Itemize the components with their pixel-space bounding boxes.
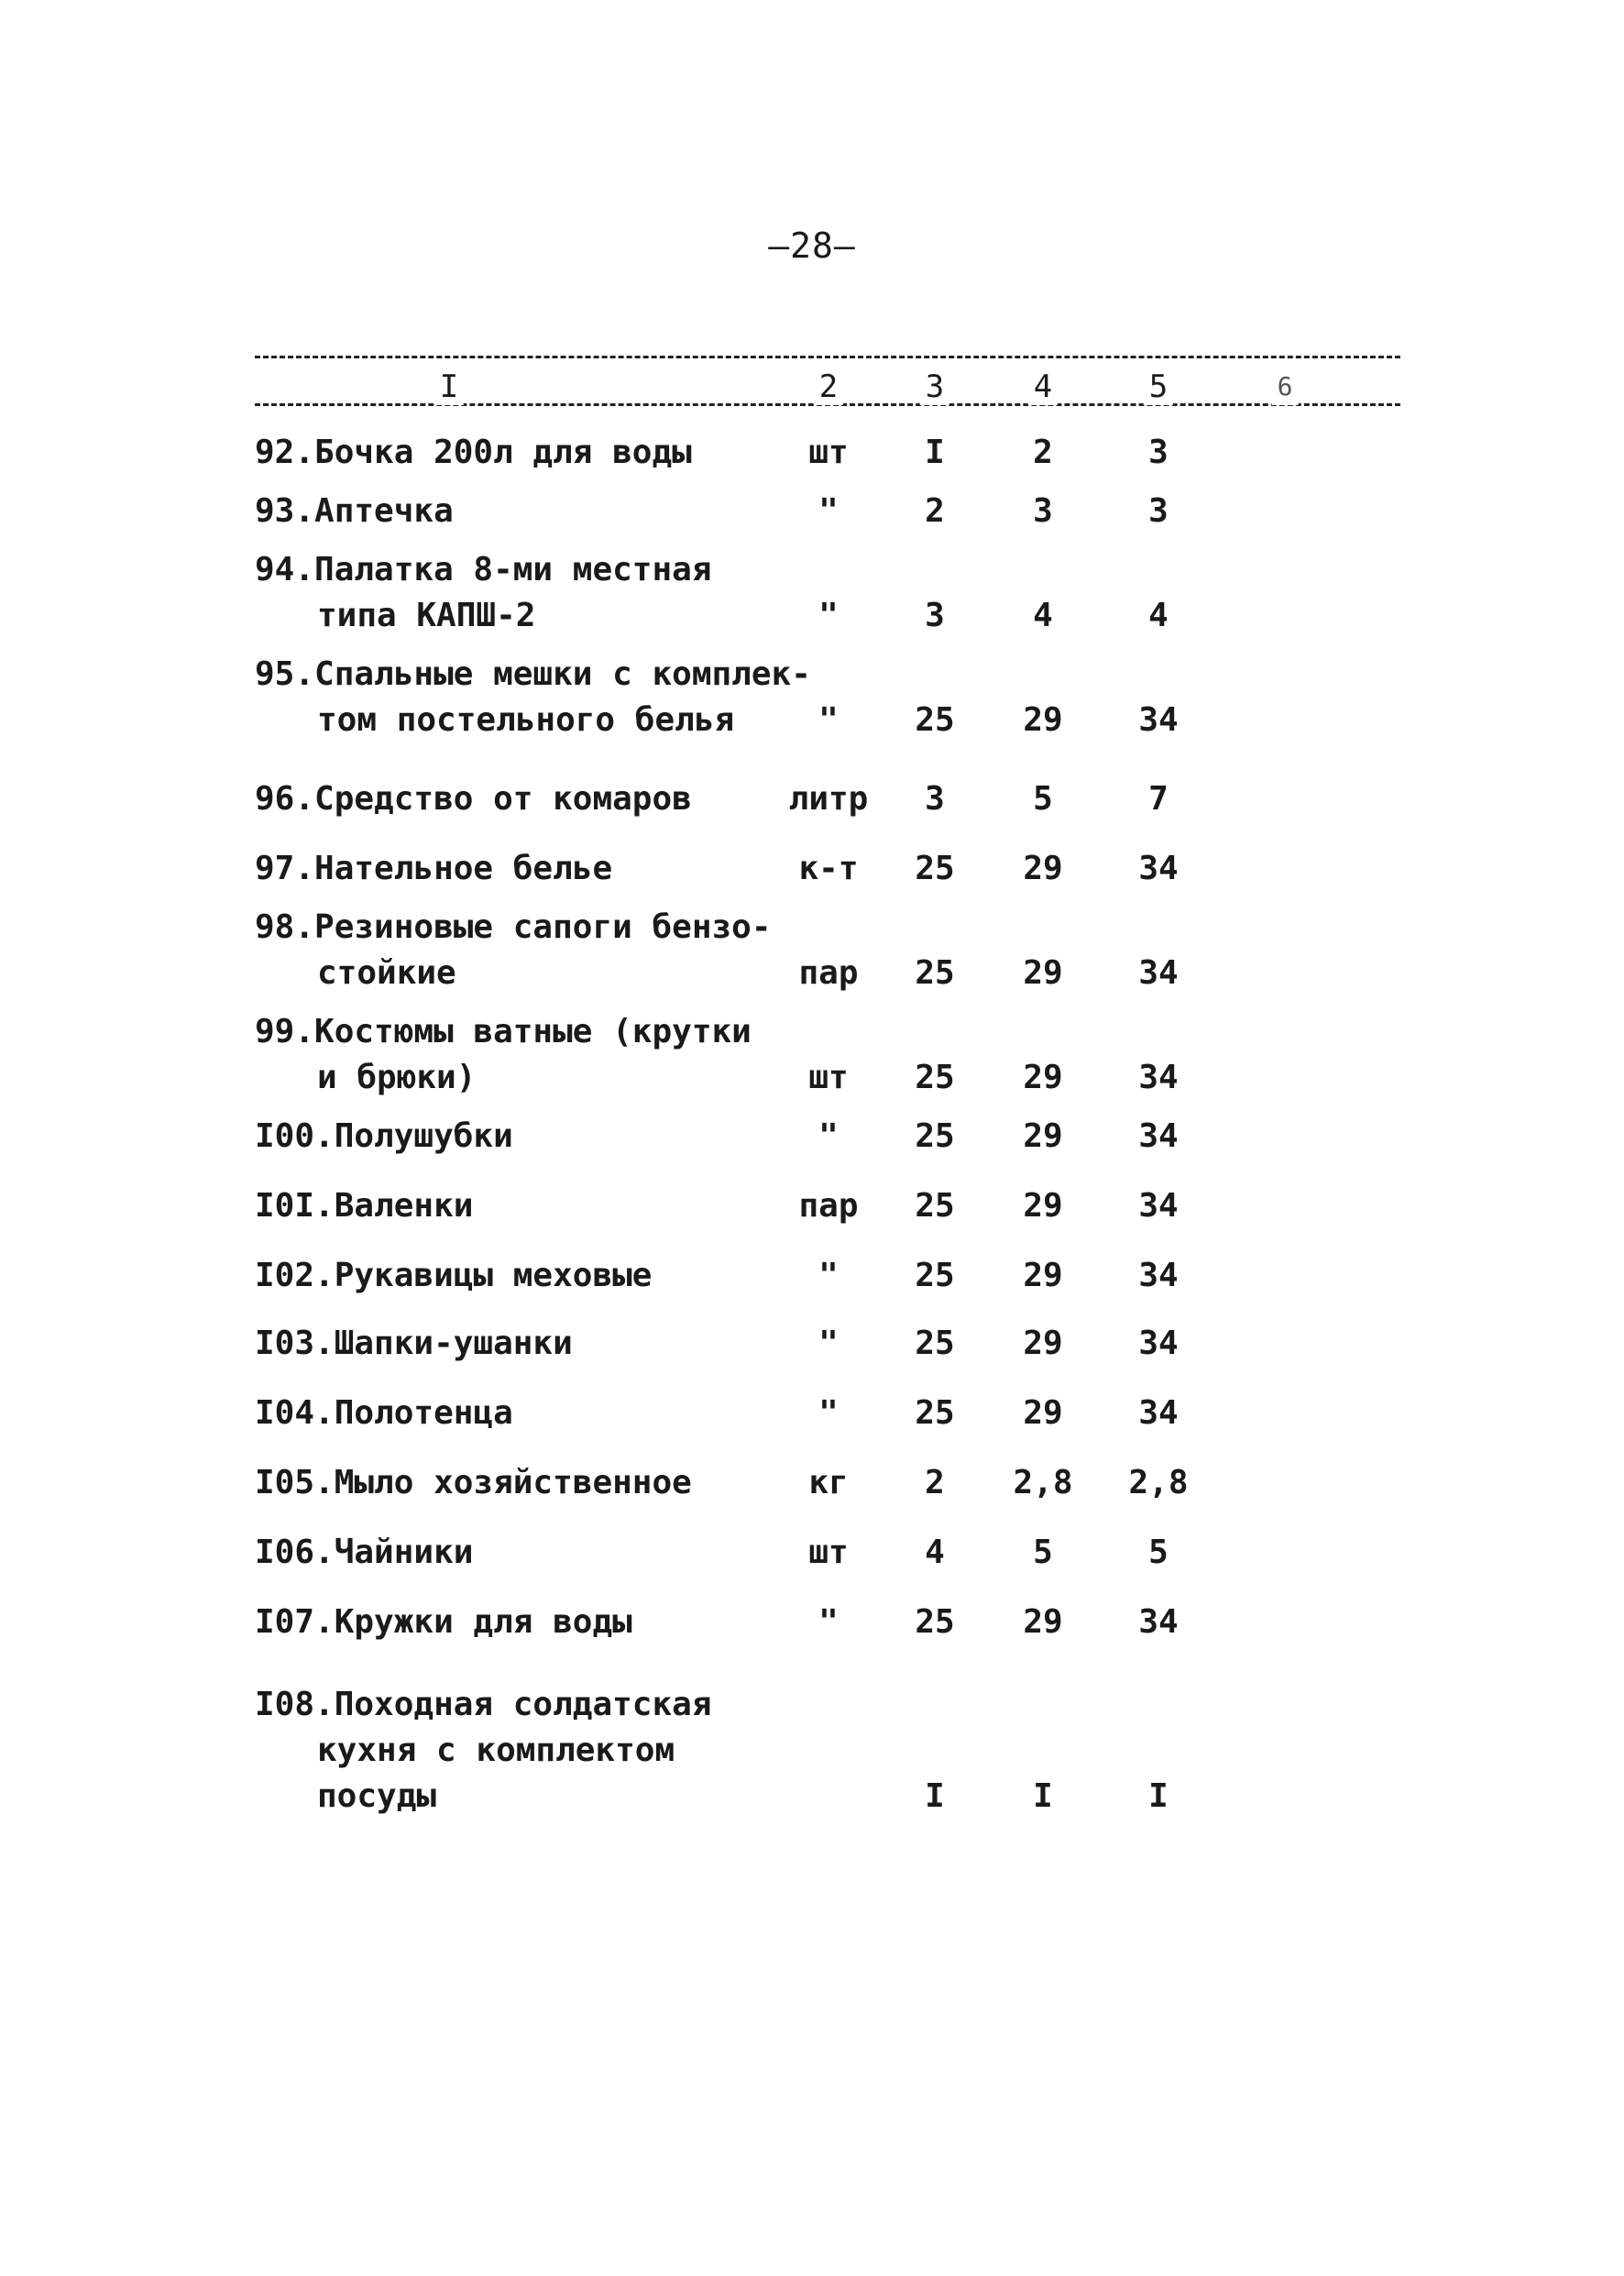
item-name [255,776,786,822]
table-row [255,905,1263,996]
table-row [255,1460,1263,1506]
item-unit: " [818,1603,839,1641]
item-name-line: I08.Походная солдатская [255,1686,712,1723]
item-unit: " [818,1394,839,1432]
item-name [255,1183,786,1229]
item-unit: " [818,1117,839,1155]
value-col-5: 7 [1148,780,1169,818]
column-number-5: 5 [1144,368,1173,405]
item-name-line: и брюки) [317,1059,477,1096]
column-number-2: 2 [814,368,843,405]
value-col-4: 2,8 [1013,1464,1073,1501]
value-col-3: 25 [915,1603,955,1641]
value-col-5: 34 [1138,1257,1179,1294]
value-col-3: 2 [925,1464,945,1501]
item-unit [774,1774,883,1820]
item-name-line: 97.Нательное белье [255,850,613,887]
table-row [255,846,1263,892]
value-col-4: 29 [1023,1187,1063,1225]
item-name-line: том постельного белья [317,701,735,739]
item-name-line: 96.Средство от комаров [255,780,692,818]
item-name-line: кухня с комплектом [317,1732,675,1769]
value-col-4: I [1033,1777,1053,1815]
table-row [255,489,1263,534]
item-name-line: I03.Шапки-ушанки [255,1325,573,1362]
table-row [255,430,1263,476]
value-col-4: 29 [1023,1117,1063,1155]
item-name-line: 98.Резиновые сапоги бензо- [255,908,772,946]
header-rule-top [255,356,1400,358]
item-name [255,1391,786,1436]
table-row [255,1114,1263,1160]
table-header [255,343,1400,416]
value-col-5: 5 [1148,1534,1169,1571]
value-col-4: 29 [1023,850,1063,887]
value-col-3: 3 [925,780,945,818]
value-col-5: 4 [1148,597,1169,634]
item-name-line: посуды [317,1777,437,1815]
table-row [255,652,1263,743]
value-col-4: 29 [1023,1394,1063,1432]
item-unit: к-т [798,850,859,887]
item-name-line: I04.Полотенца [255,1394,513,1432]
value-col-4: 29 [1023,1257,1063,1294]
table-row [255,1321,1263,1367]
item-name [255,1321,786,1367]
value-col-3: 2 [925,492,945,530]
table-row [255,776,1263,822]
table-row [255,1600,1263,1645]
value-col-5: 34 [1138,1325,1179,1362]
value-col-3: 25 [915,1059,955,1096]
item-name [255,1009,786,1101]
item-name [255,1114,786,1160]
value-col-4: 4 [1033,597,1053,634]
equipment-table [255,417,1263,1820]
item-name-line: 94.Палатка 8-ми местная [255,551,712,588]
value-col-3: 25 [915,850,955,887]
value-col-4: 29 [1023,1603,1063,1641]
value-col-5: 3 [1148,434,1169,471]
value-col-4: 2 [1033,434,1053,471]
item-name [255,652,811,743]
item-name [255,489,786,534]
item-name-line: стойкие [317,954,456,992]
item-unit: шт [808,1534,849,1571]
table-row [255,1253,1263,1299]
value-col-4: 29 [1023,954,1063,992]
value-col-5: 3 [1148,492,1169,530]
page-number: —28— [768,225,856,266]
value-col-3: 25 [915,1394,955,1432]
item-unit: шт [808,434,849,471]
item-name [255,430,786,476]
value-col-5: 34 [1138,1059,1179,1096]
item-unit: " [818,701,839,739]
item-name-line: 92.Бочка 200л для воды [255,434,692,471]
column-number-4: 4 [1028,368,1058,405]
item-unit: кг [808,1464,849,1501]
value-col-5: 34 [1138,954,1179,992]
item-unit: " [818,1325,839,1362]
table-row [255,1009,1263,1101]
value-col-5: 34 [1138,1603,1179,1641]
column-number-1: I [434,368,464,405]
table-row [255,1530,1263,1576]
table-row [255,1391,1263,1436]
item-name-line: типа КАПШ-2 [317,597,536,634]
column-number-3: 3 [920,368,949,405]
item-name [255,1460,786,1506]
item-name [255,846,786,892]
value-col-5: 34 [1138,1117,1179,1155]
value-col-5: 34 [1138,1394,1179,1432]
value-col-4: 29 [1023,701,1063,739]
item-unit: пар [798,954,859,992]
value-col-4: 5 [1033,780,1053,818]
item-unit: " [818,1257,839,1294]
value-col-3: 25 [915,701,955,739]
value-col-5: 34 [1138,850,1179,887]
item-name-line: I0I.Валенки [255,1187,474,1225]
value-col-5: I [1148,1777,1169,1815]
item-name-line: 99.Костюмы ватные (крутки [255,1013,752,1050]
item-name [255,1682,786,1820]
item-unit: литр [788,780,869,818]
item-name-line: I06.Чайники [255,1534,474,1571]
item-unit: " [818,597,839,634]
value-col-4: 5 [1033,1534,1053,1571]
value-col-3: 25 [915,1117,955,1155]
item-unit: " [818,492,839,530]
value-col-5: 34 [1138,1187,1179,1225]
item-name [255,1253,786,1299]
item-name-line: 93.Аптечка [255,492,454,530]
value-col-3: 25 [915,954,955,992]
column-number-6: 6 [1272,368,1299,405]
value-col-3: 4 [925,1534,945,1571]
item-name-line: I00.Полушубки [255,1117,513,1155]
value-col-4: 29 [1023,1059,1063,1096]
value-col-4: 3 [1033,492,1053,530]
value-col-4: 29 [1023,1325,1063,1362]
table-row [255,1682,1263,1820]
item-unit: пар [798,1187,859,1225]
item-name-line: 95.Спальные мешки с комплек- [255,655,811,693]
item-name [255,1600,786,1645]
value-col-3: 25 [915,1325,955,1362]
value-col-3: 25 [915,1187,955,1225]
item-name [255,547,786,639]
value-col-5: 34 [1138,701,1179,739]
value-col-5: 2,8 [1128,1464,1189,1501]
item-name-line: I07.Кружки для воды [255,1603,632,1641]
item-name [255,1530,786,1576]
value-col-3: 3 [925,597,945,634]
value-col-3: I [925,434,945,471]
table-row [255,1183,1263,1229]
table-row [255,547,1263,639]
item-name [255,905,786,996]
value-col-3: 25 [915,1257,955,1294]
value-col-3: I [925,1777,945,1815]
item-unit: шт [808,1059,849,1096]
item-name-line: I02.Рукавицы меховые [255,1257,653,1294]
item-name-line: I05.Мыло хозяйственное [255,1464,692,1501]
